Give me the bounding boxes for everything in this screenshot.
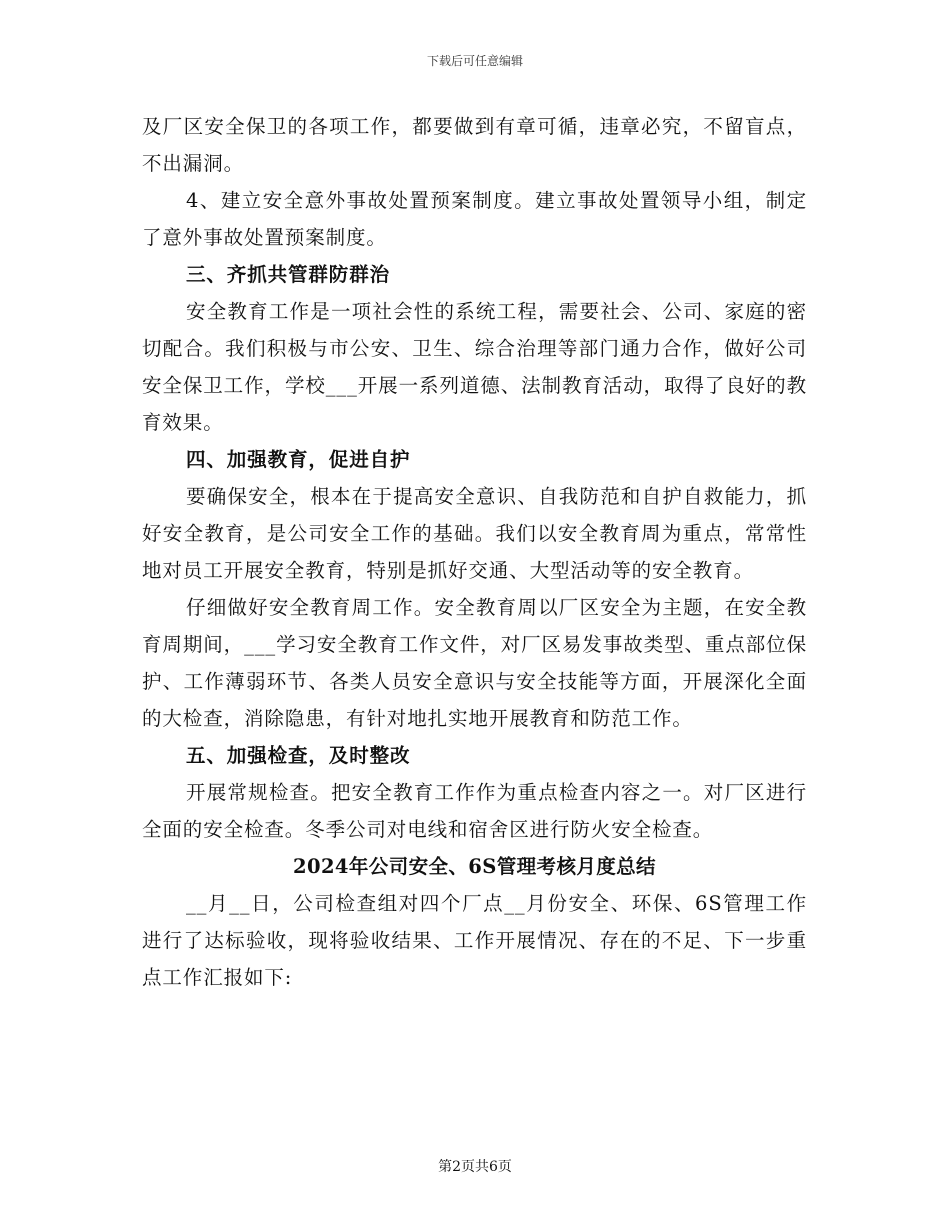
paragraph-social-cooperation: 安全教育工作是一项社会性的系统工程，需要社会、公司、家庭的密切配合。我们积极与市公安、卫生、综合治理等部门通力合作，做好公司安全保卫工作，学校___开展一系列道德、法制教育活动，取得了良好的教育效果。 xyxy=(142,300,807,434)
paragraph-accident-plan: 4、建立安全意外事故处置预案制度。建立事故处置领导小组，制定了意外事故处置预案制度。 xyxy=(142,189,807,249)
paragraph-routine-inspection: 开展常规检查。把安全教育工作作为重点检查内容之一。对厂区进行全面的安全检查。冬季公司对电线和宿舍区进行防火安全检查。 xyxy=(142,781,807,841)
section-heading-3: 三、齐抓共管群防群治 xyxy=(186,263,391,286)
page-number: 第2页共6页 xyxy=(438,1159,512,1175)
paragraph-continuation: 及厂区安全保卫的各项工作，都要做到有章可循，违章必究，不留盲点，不出漏洞。 xyxy=(142,115,807,175)
section-heading-5: 五、加强检查，及时整改 xyxy=(186,744,411,767)
paragraph-summary-intro: __月__日，公司检查组对四个厂点__月份安全、环保、6S管理工作进行了达标验收，现将验收结果、工作开展情况、存在的不足、下一步重点工作汇报如下: xyxy=(142,892,807,989)
document-body xyxy=(142,108,807,996)
paragraph-safety-education: 要确保安全，根本在于提高安全意识、自我防范和自护自救能力，抓好安全教育，是公司安全工作的基础。我们以安全教育周为重点，常常性地对员工开展安全教育，特别是抓好交通、大型活动等的安全教育。 xyxy=(142,485,807,582)
section-heading-4: 四、加强教育，促进自护 xyxy=(186,448,411,471)
paragraph-education-week: 仔细做好安全教育周工作。安全教育周以厂区安全为主题，在安全教育周期间，___学习安全教育工作文件，对厂区易发事故类型、重点部位保护、工作薄弱环节、各类人员安全意识与安全技能等方面，开展深化全面的大检查，消除隐患，有针对地扎实地开展教育和防范工作。 xyxy=(142,596,807,730)
header-note: 下载后可任意编辑 xyxy=(426,54,523,68)
document-title: 2024年公司安全、6S管理考核月度总结 xyxy=(293,855,656,878)
